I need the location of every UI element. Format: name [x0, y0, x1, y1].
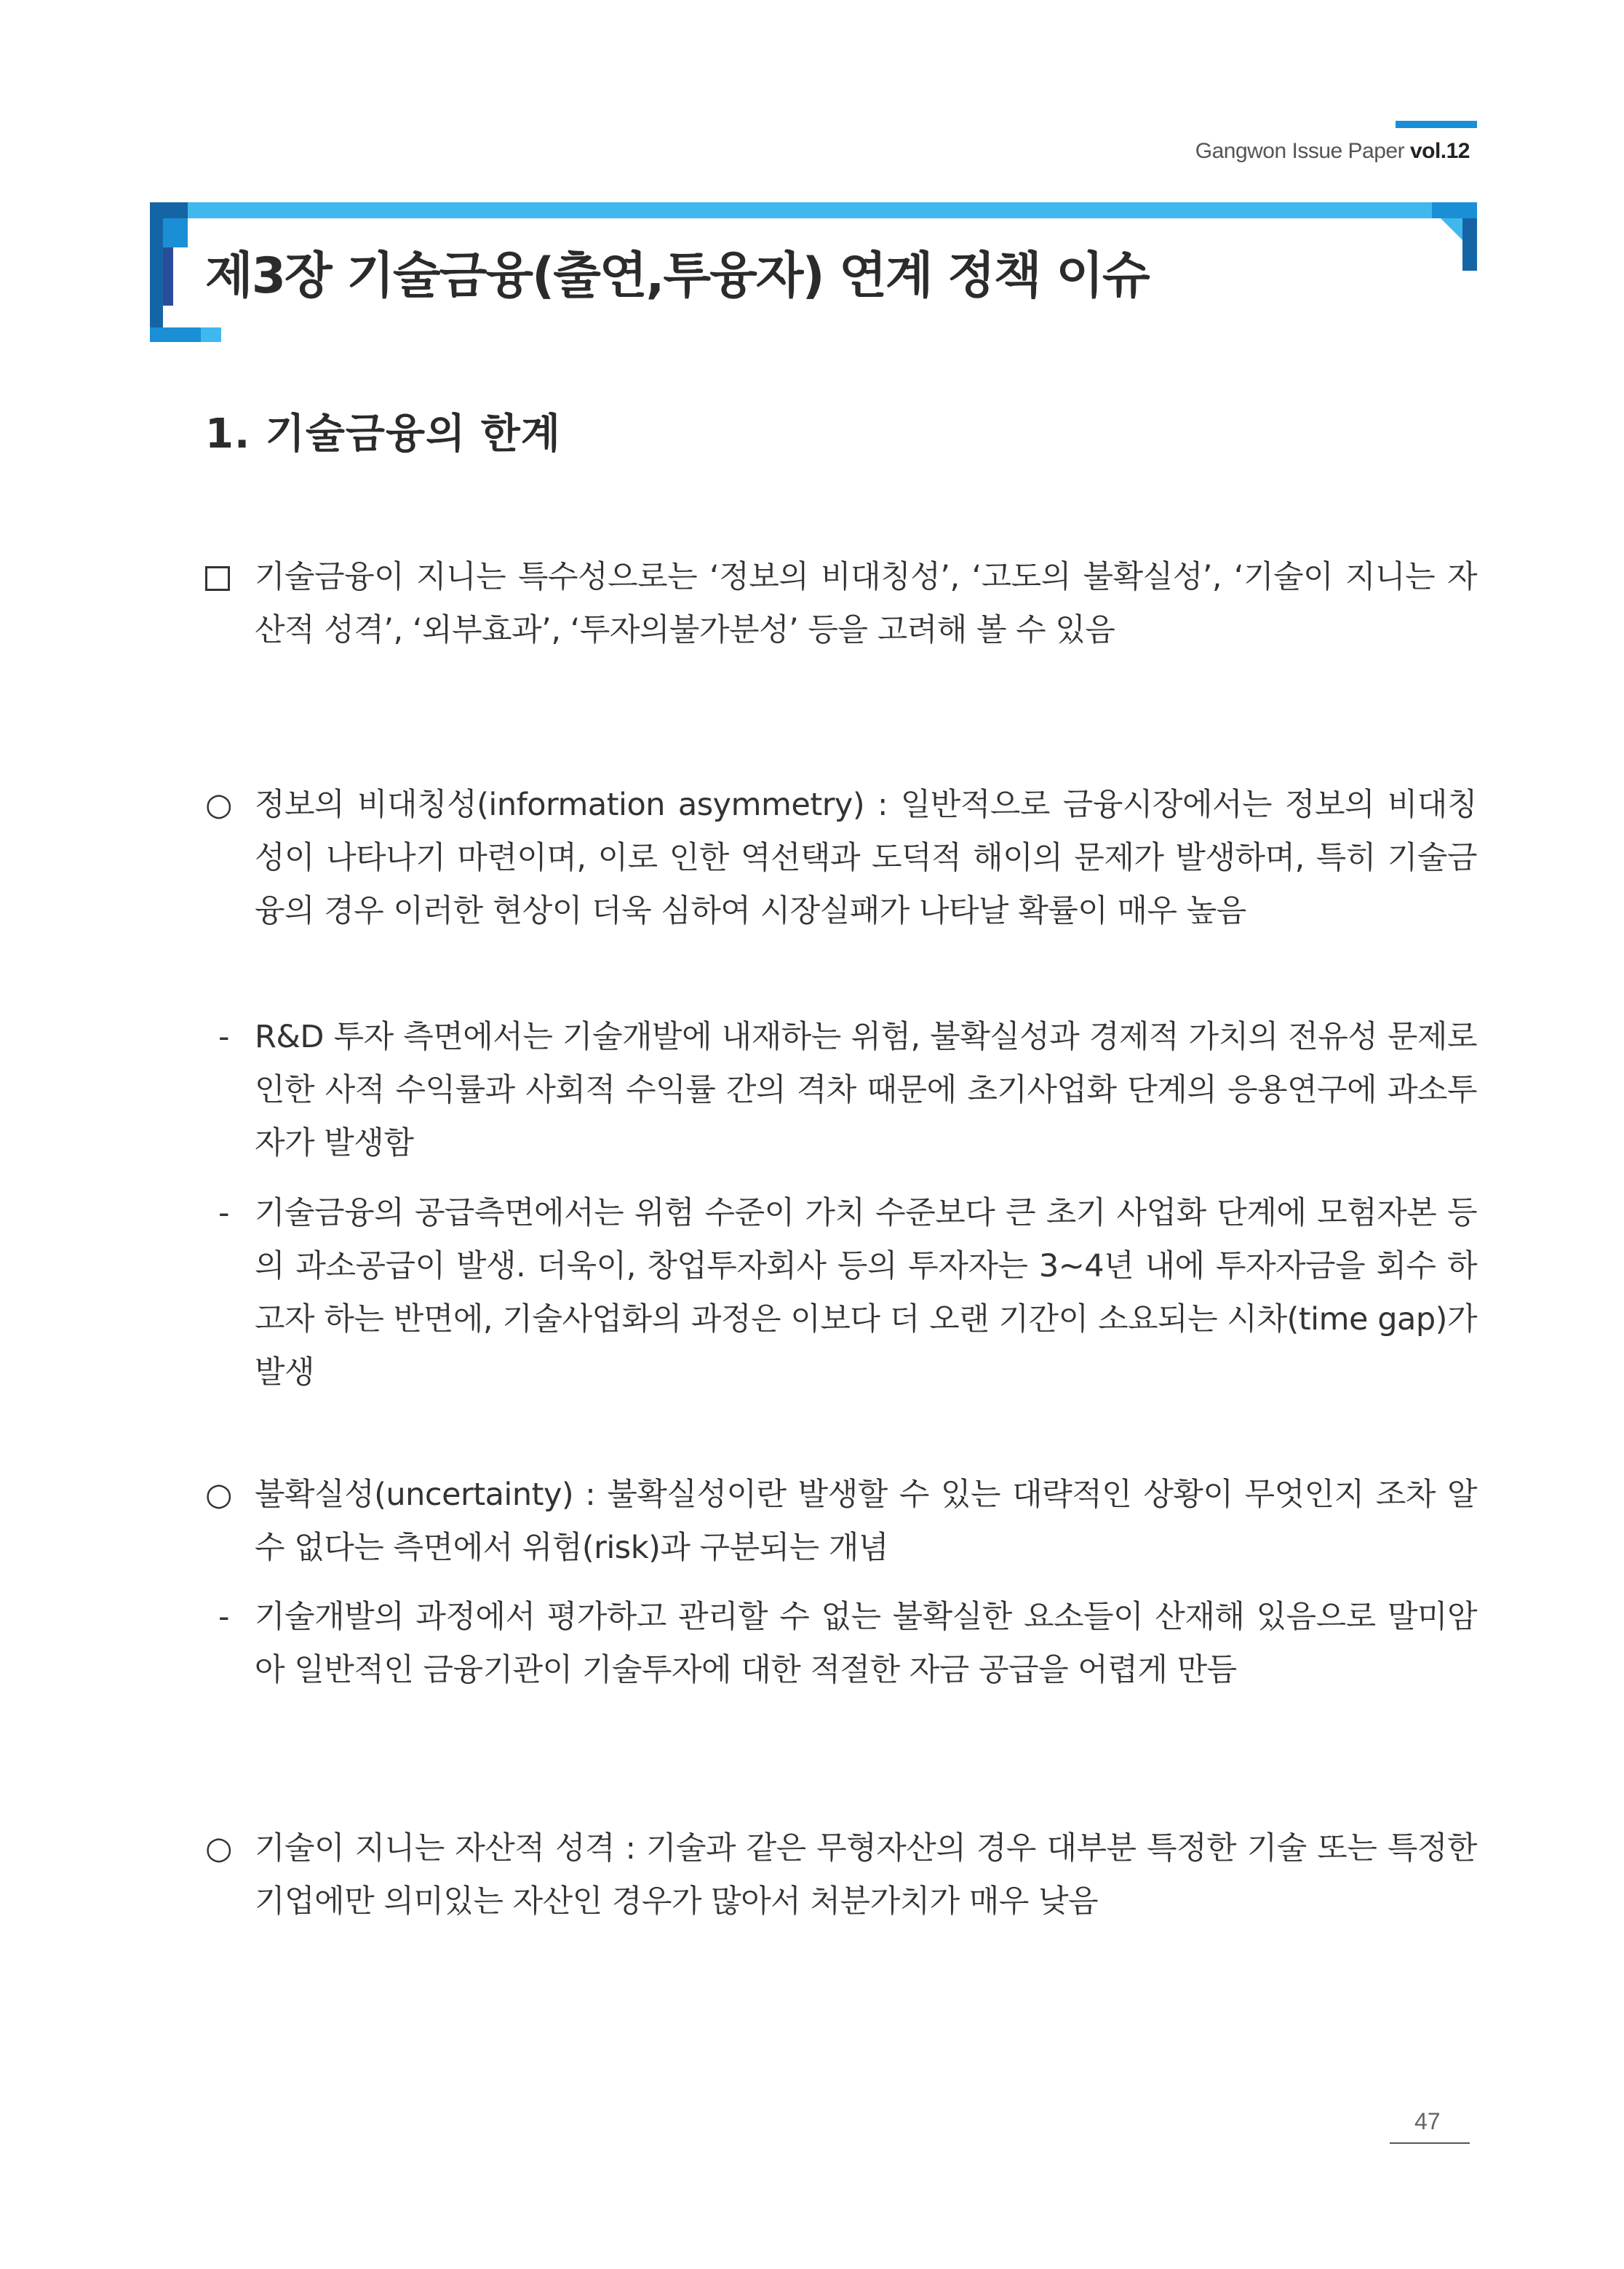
paragraph-uncertainty: 불확실성(uncertainty) : 불확실성이란 발생할 수 있는 대략적인 상황이 무엇인지 조차 알 수 없다는 측면에서 위험(risk)과 구분되는 개념	[255, 1477, 1477, 1566]
series-name: Gangwon Issue Paper	[1195, 139, 1405, 163]
checkbox-square-icon	[205, 566, 230, 591]
volume-label: vol.12	[1409, 139, 1470, 163]
detail-uncertain-factors: 기술개발의 과정에서 평가하고 관리할 수 없는 불확실한 요소들이 산재해 있음으로 말미암아 일반적인 금융기관이 기술투자에 대한 적절한 자금 공급을 어렵게 만듬	[255, 1599, 1477, 1688]
intro-paragraph: 기술금융이 지니는 특수성으로는 ‘정보의 비대칭성’, ‘고도의 불확실성’, ‘기술이 지니는 자산적 성격’, ‘외부효과’, ‘투자의불가분성’ 등을 고려해 볼 수 있음	[255, 559, 1477, 648]
circle-bullet: ○	[205, 1477, 233, 1513]
section-title: 1. 기술금융의 한계	[205, 410, 561, 458]
paragraph-asset-nature: 기술이 지니는 자산적 성격 : 기술과 같은 무형자산의 경우 대부분 특정한 기술 또는 특정한 기업에만 의미있는 자산인 경우가 많아서 처분가치가 매우 낮음	[255, 1830, 1477, 1920]
paragraph-info-asymmetry: 정보의 비대칭성(information asymmetry) : 일반적으로 금융시장에서는 정보의 비대칭성이 나타나기 마련이며, 이로 인한 역선택과 도덕적 해이의 문제가 발생하며, 특히 기술금융의 경우 이러한 현상이 더욱 심하여 시장실패가 나타날 확률이 매우 높음	[255, 787, 1477, 929]
detail-rnd-investment: R&D 투자 측면에서는 기술개발에 내재하는 위험, 불확실성과 경제적 가치의 전유성 문제로 인한 사적 수익률과 사회적 수익률 간의 격차 때문에 초기사업화 단계의 응용연구에 과소투자가 발생함	[255, 1019, 1477, 1161]
circle-bullet: ○	[205, 1830, 233, 1867]
dash-bullet: -	[218, 1195, 230, 1231]
chapter-title: 제3장 기술금융(출연,투융자) 연계 정책 이슈	[205, 247, 1149, 305]
detail-supply-side: 기술금융의 공급측면에서는 위험 수준이 가치 수준보다 큰 초기 사업화 단계에 모험자본 등의 과소공급이 발생. 더욱이, 창업투자회사 등의 투자자는 3~4년 내에 투자자금을 회수 하고자 하는 반면에, 기술사업화의 과정은 이보다 더 오랜 기간이 소요되는 시차(time gap)가 발생	[255, 1195, 1477, 1391]
chapter-title-frame	[0, 0, 1624, 364]
dash-bullet: -	[218, 1599, 230, 1635]
dash-bullet: -	[218, 1019, 230, 1055]
page-number-underline	[1390, 2142, 1470, 2144]
circle-bullet: ○	[205, 787, 233, 823]
page-number: 47	[1414, 2108, 1441, 2134]
